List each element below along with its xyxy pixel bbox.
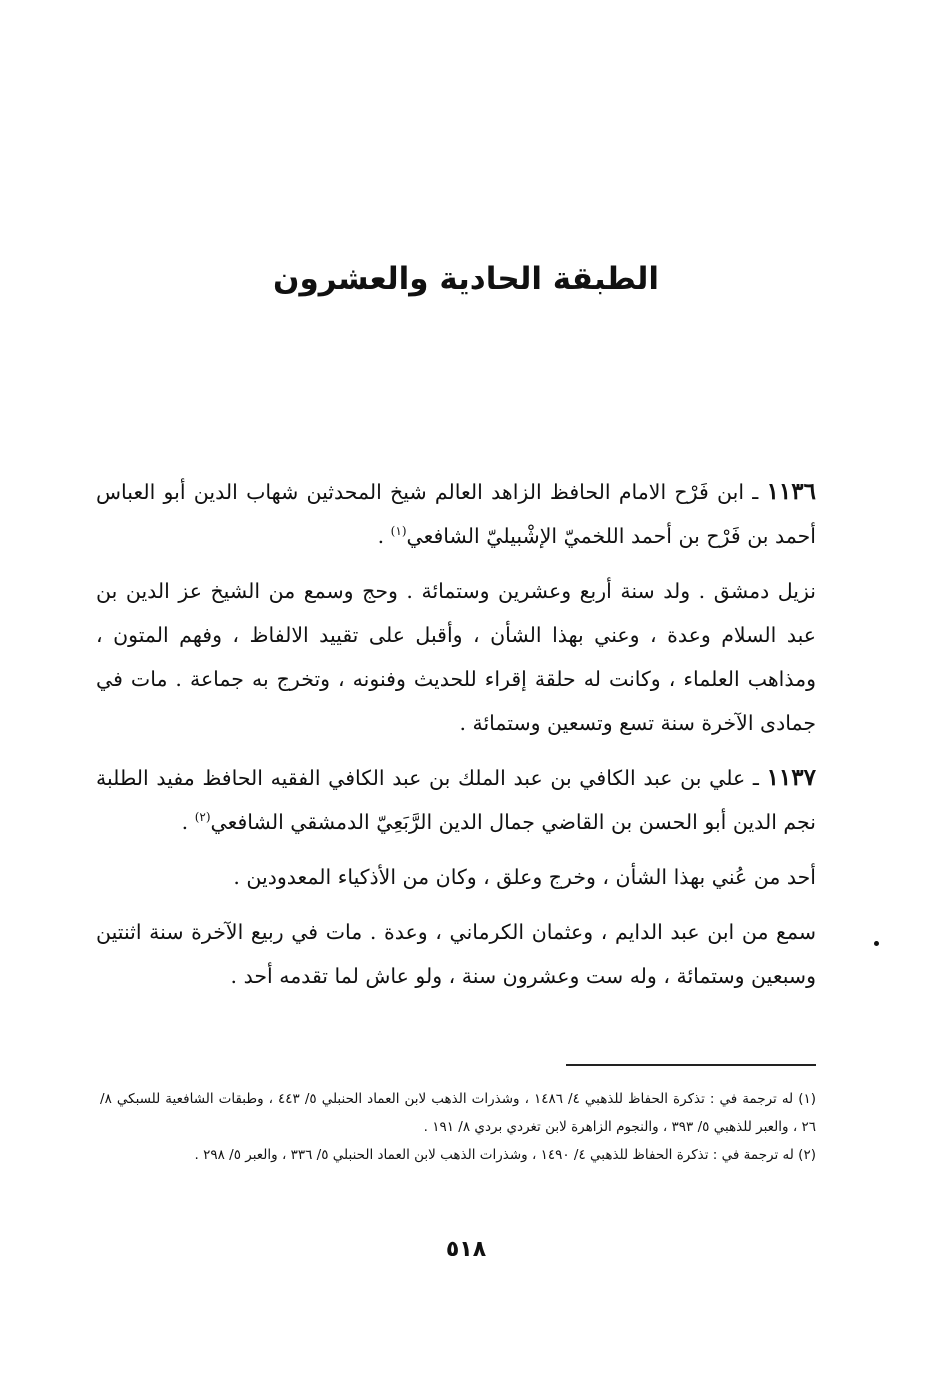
entry-intro-end: . — [181, 810, 195, 834]
entry-paragraph: نزيل دمشق . ولد سنة أربع وعشرين وستمائة . وحج وسمع من الشيخ عز الدين بن عبد السلام وعدة ، وعني بهذا الشأن ، وأقبل على تقييد الالفاظ ، وفهم المتون ، ومذاهب العلماء ، وكانت له حلقة إقراء للحديث وفنونه ، وتخرج به جماعة . مات في جمادى الآخرة سنة تسع وتسعين وستمائة . — [96, 579, 816, 735]
entry-heading — [96, 756, 816, 844]
entry-dash: ـ — [744, 480, 767, 504]
entry-number: ١١٣٧ — [766, 764, 816, 791]
entry-paragraph: سمع من ابن عبد الدايم ، وعثمان الكرماني ، وعدة . مات في ربيع الآخرة سنة اثنتين وسبعين وستمائة ، وله ست وعشرون سنة ، ولو عاش لما تقدمه أحد . — [96, 920, 816, 988]
entry-intro-end: . — [377, 524, 391, 548]
footnote: (٢) له ترجمة في : تذكرة الحفاظ للذهبي ٤/ ١٤٩٠ ، وشذرات الذهب لابن العماد الحنبلي ٥/ ٣٣٦ ، والعبر ٥/ ٢٩٨ . — [194, 1147, 816, 1163]
footnote-ref[interactable]: (١) — [390, 524, 407, 539]
main-text — [96, 470, 816, 1009]
entry-heading — [96, 470, 816, 558]
footnote-ref[interactable]: (٢) — [194, 810, 211, 825]
entry-dash: ـ — [745, 766, 767, 790]
print-speck — [874, 941, 879, 946]
entry-intro: ابن فَرْح الامام الحافظ الزاهد العالم شيخ المحدثين شهاب الدين أبو العباس أحمد بن فَرْح بن أحمد اللخميّ الإشْبيليّ الشافعي — [96, 480, 816, 548]
entry-intro: علي بن عبد الكافي بن عبد الملك بن عبد الكافي الفقيه الحافظ مفيد الطلبة نجم الدين أبو الحسن بن القاضي جمال الدين الرَّبَعِيّ الدمشقي الشافعي — [96, 766, 816, 834]
footnotes — [100, 1085, 816, 1169]
entry-number: ١١٣٦ — [766, 478, 816, 505]
footnote-divider — [566, 1064, 816, 1066]
footnote: (١) له ترجمة في : تذكرة الحفاظ للذهبي ٤/ ١٤٨٦ ، وشذرات الذهب لابن العماد الحنبلي ٥/ ٤٤٣ ، وطبقات الشافعية للسبكي ٨/ ٢٦ ، والعبر للذهبي ٥/ ٣٩٣ ، والنجوم الزاهرة لابن تغردي بردي ٨/ ١٩١ . — [100, 1091, 817, 1135]
chapter-title: الطبقة الحادية والعشرون — [272, 261, 659, 297]
entry-paragraph: أحد من عُني بهذا الشأن ، وخرج وعلق ، وكان من الأذكياء المعدودين . — [233, 865, 816, 889]
page-number: ٥١٨ — [445, 1237, 487, 1262]
